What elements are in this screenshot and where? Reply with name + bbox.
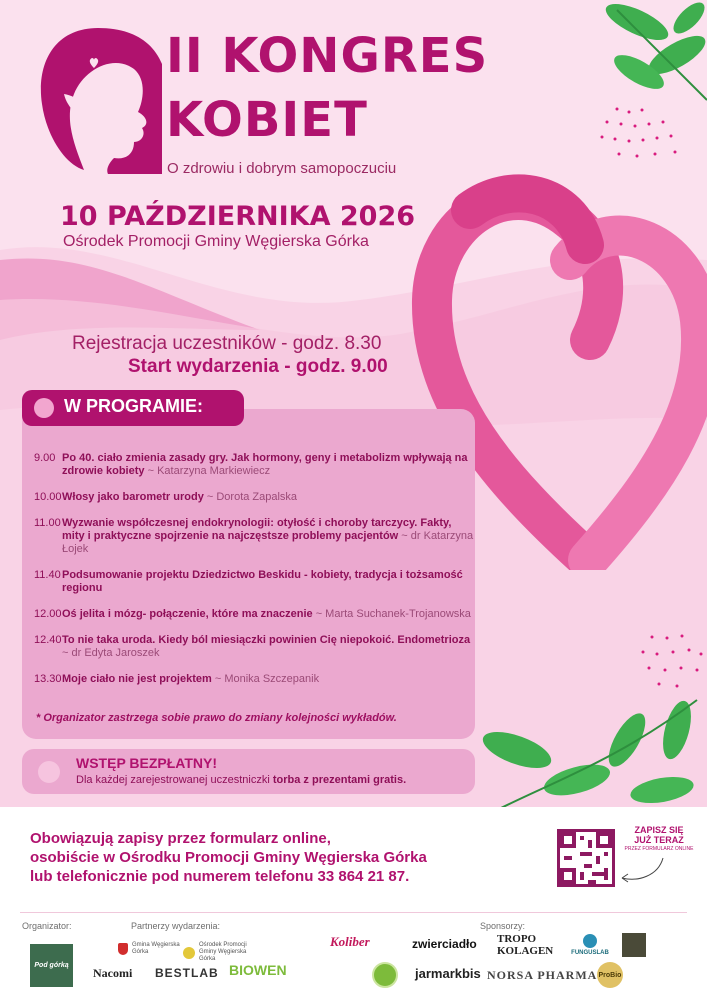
- registration-time: Rejestracja uczestników - godz. 8.30: [72, 333, 382, 354]
- program-item-title: Wyzwanie współczesnej endokrynologii: otyłość i choroby tarczycy. Fakty, mity i praktyczne spojrzenie na najczęstsze problemy pacjentów: [62, 517, 452, 542]
- funguslab-text: FUNGUSLAB: [571, 950, 609, 956]
- event-venue: Ośrodek Promocji Gminy Węgierska Górka: [63, 233, 369, 250]
- program-item-time: 13.30: [34, 673, 62, 685]
- program-item-time: 12.40: [34, 634, 62, 646]
- leaves-bottom-right: [477, 690, 707, 810]
- admission-text-bold: torba z prezentami gratis.: [272, 774, 407, 786]
- program-list: [34, 452, 474, 699]
- signup-info-line3: lub telefonicznie pod numerem telefonu 33 864 21 87.: [30, 868, 410, 885]
- funguslab-icon: [583, 934, 597, 948]
- program-item: [34, 452, 474, 478]
- signup-qr-code[interactable]: [557, 829, 615, 887]
- program-item-time: 11.40: [34, 569, 61, 581]
- qr-label-line1: ZAPISZ SIĘ: [634, 825, 684, 835]
- program-item-time: 9.00: [34, 452, 56, 464]
- decorative-dots-top: [597, 104, 687, 164]
- program-item-title: Oś jelita i mózg- połączenie, które ma znaczenie: [62, 608, 313, 620]
- event-date: 10 PAŹDZIERNIKA 2026: [60, 201, 416, 232]
- qr-call-to-action: [620, 825, 698, 845]
- program-item-speaker: ~ Monika Szczepanik: [211, 673, 320, 685]
- program-item-time: 12.00: [34, 608, 62, 620]
- crest-icon: [118, 943, 128, 955]
- program-item: [34, 608, 474, 621]
- program-item: [34, 491, 474, 504]
- program-item: [34, 517, 474, 556]
- program-item-speaker: ~ Katarzyna Markiewiecz: [144, 465, 271, 477]
- event-subtitle: O zdrowiu i dobrym samopoczuciu: [167, 160, 397, 177]
- partner-osrodek-logo: [183, 942, 263, 963]
- tropo-line1: TROPO: [497, 933, 537, 945]
- qr-label-line2: JUŻ TERAZ: [634, 835, 684, 845]
- program-item-speaker: ~ dr Edyta Jaroszek: [62, 647, 160, 659]
- sponsor-green-circle-logo: [372, 962, 398, 988]
- signup-info-line1: Obowiązują zapisy przez formularz online,: [30, 830, 331, 847]
- sponsor-koliber-logo: Koliber: [330, 934, 370, 949]
- qr-code-icon: [560, 832, 612, 884]
- program-bullet-icon: [34, 398, 54, 418]
- sponsor-zwierciadlo-logo: zwierciadło: [412, 937, 477, 951]
- sponsor-tropo-logo: [497, 933, 553, 957]
- tropo-line2: KOLAGEN: [497, 945, 554, 957]
- program-item-title: Moje ciało nie jest projektem: [62, 673, 212, 685]
- program-item-time: 11.00: [34, 517, 61, 529]
- program-item-title: To nie taka uroda. Kiedy ból miesiączki powinien Cię niepokoić. Endometrioza: [62, 634, 471, 646]
- program-item-speaker: ~ Marta Suchanek-Trojanowska: [312, 608, 471, 620]
- leaves-top-right: [577, 0, 707, 110]
- program-disclaimer: * Organizator zastrzega sobie prawo do zmiany kolejności wykładów.: [36, 712, 397, 724]
- sponsor-funguslab-logo: [570, 934, 610, 956]
- organizer-label: Organizator:: [22, 921, 72, 931]
- start-time: Start wydarzenia - godz. 9.00: [128, 356, 388, 377]
- program-item: [34, 673, 474, 686]
- curved-arrow-icon: [618, 856, 668, 886]
- program-item-title: Po 40. ciało zmienia zasady gry. Jak hormony, geny i metabolizm wpływają na zdrowie kobiety: [62, 452, 468, 477]
- admission-text: [76, 774, 406, 786]
- event-title-line1: II KONGRES: [166, 28, 489, 84]
- program-item-time: 10.00: [34, 491, 62, 503]
- program-heading: W PROGRAMIE:: [64, 396, 203, 416]
- signup-info: [30, 829, 427, 886]
- organizer-logo: Pod górką: [30, 944, 73, 987]
- program-item-speaker: ~ dr Katarzyna Łojek: [62, 530, 474, 555]
- partner-bestlab-logo: BESTLAB: [155, 966, 219, 980]
- sponsor-probio-logo: ProBio: [597, 962, 623, 988]
- woman-lotus-logo-icon: [34, 24, 162, 174]
- admission-text-prefix: Dla każdej zarejestrowanej uczestniczki: [76, 774, 273, 786]
- sponsor-dark-logo: [622, 933, 646, 957]
- admission-bullet-icon: [38, 761, 60, 783]
- sponsor-jarmarkbis-logo: jarmarkbis: [415, 966, 481, 981]
- partner-nacomi-logo: Nacomi: [93, 966, 133, 980]
- decorative-dots-right: [637, 632, 707, 692]
- admission-title: WSTĘP BEZPŁATNY!: [76, 755, 218, 771]
- partners-label: Partnerzy wydarzenia:: [131, 921, 221, 931]
- partner-osrodek-text: Ośrodek Promocji Gminy Węgierska Górka: [199, 942, 247, 962]
- qr-subtext: PRZEZ FORMULARZ ONLINE: [624, 846, 694, 852]
- sponsor-norsa-logo: NORSA PHARMA: [487, 968, 598, 982]
- sponsors-label: Sponsorzy:: [480, 921, 526, 931]
- program-item: [34, 569, 474, 595]
- osrodek-icon: [183, 947, 195, 959]
- event-title-line2: KOBIET: [166, 92, 368, 148]
- partner-gmina-logo: [118, 942, 188, 956]
- program-item-speaker: ~ Dorota Zapalska: [203, 491, 298, 503]
- signup-info-line2: osobiście w Ośrodku Promocji Gminy Węgierska Górka: [30, 849, 427, 866]
- partner-gmina-text: Gmina Węgierska Górka: [132, 942, 180, 955]
- program-item-title: Włosy jako barometr urody: [62, 491, 204, 503]
- footer-divider: [20, 912, 687, 913]
- program-item: [34, 634, 474, 660]
- partner-biowen-logo: BIOWEN: [229, 962, 287, 978]
- program-item-title: Podsumowanie projektu Dziedzictwo Beskidu - kobiety, tradycja i tożsamość regionu: [62, 569, 463, 594]
